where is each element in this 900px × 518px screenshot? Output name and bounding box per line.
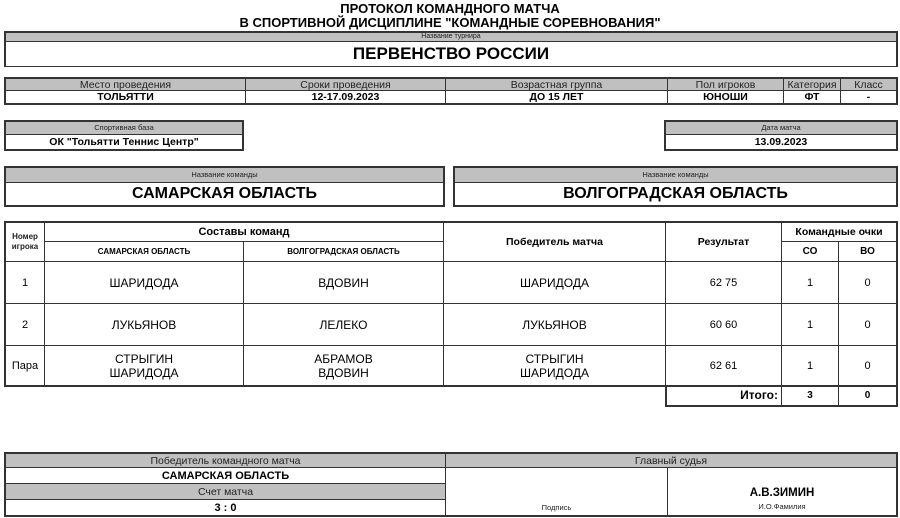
team1-player: ЛУКЬЯНОВ — [44, 304, 243, 345]
team2-player: ЛЕЛЕКО — [243, 304, 443, 345]
team2-label: Название команды — [455, 168, 896, 183]
venue-label: Спортивная база — [6, 122, 242, 135]
team2-name: ВОЛГОГРАДСКАЯ ОБЛАСТЬ — [455, 183, 896, 205]
match-date-box — [664, 120, 898, 151]
venue-value: ОК "Тольятти Теннис Центр" — [6, 135, 242, 149]
team2-pair — [243, 346, 443, 385]
team1-pair-player2: ШАРИДОДА — [109, 365, 179, 380]
points-team1-header: СО — [781, 242, 838, 261]
total-points-team2: 0 — [838, 385, 896, 405]
points-team2: 0 — [838, 262, 896, 303]
signature-field: Подпись — [445, 468, 667, 515]
tournament-label: Название турнира — [6, 33, 896, 42]
matches-table — [4, 221, 898, 407]
match-result: 62 75 — [665, 262, 781, 303]
pair-winner-player2: ШАРИДОДА — [520, 365, 589, 380]
venue-box — [4, 120, 244, 151]
points-team1: 1 — [781, 346, 838, 385]
row-number: 2 — [21, 318, 29, 331]
result-header: Результат — [665, 223, 781, 261]
dates-label: Сроки проведения — [245, 79, 445, 91]
age-group-label: Возрастная группа — [445, 79, 667, 91]
player-number-header-line2: игрока — [11, 242, 39, 251]
points-team1: 1 — [781, 304, 838, 345]
team1-box — [4, 166, 445, 207]
pair-winner — [443, 346, 665, 385]
points-team2-header: ВО — [838, 242, 896, 261]
judge-name-caption: И.О.Фамилия — [758, 502, 806, 511]
player-number-header-line1: Номер — [12, 232, 38, 241]
team1-pair — [44, 346, 243, 385]
team2-pair-player1: АБРАМОВ — [314, 351, 373, 366]
points-team2: 0 — [838, 304, 896, 345]
team2-box — [453, 166, 898, 207]
match-date-value: 13.09.2023 — [666, 135, 896, 149]
match-winner: ШАРИДОДА — [443, 262, 665, 303]
category-value: ФТ — [783, 91, 840, 103]
document-title-line2: В СПОРТИВНОЙ ДИСЦИПЛИНЕ "КОМАНДНЫЕ СОРЕВНОВАНИЯ" — [239, 15, 661, 30]
dates-value: 12-17.09.2023 — [245, 91, 445, 103]
team2-roster-header: ВОЛГОГРАДСКАЯ ОБЛАСТЬ — [243, 242, 443, 261]
gender-value: ЮНОШИ — [667, 91, 783, 103]
team1-label: Название команды — [6, 168, 443, 183]
winner-header: Победитель матча — [443, 223, 665, 261]
team1-pair-player1: СТРЫГИН — [114, 351, 173, 366]
document-title-line1: ПРОТОКОЛ КОМАНДНОГО МАТЧА — [340, 1, 560, 16]
team1-player: ШАРИДОДА — [44, 262, 243, 303]
match-date-label: Дата матча — [666, 122, 896, 135]
table-row — [6, 345, 896, 385]
place-value: ТОЛЬЯТТИ — [6, 91, 245, 103]
info-table — [4, 77, 898, 105]
gender-label: Пол игроков — [667, 79, 783, 91]
total-label: Итого: — [740, 388, 778, 402]
team2-player: ВДОВИН — [243, 262, 443, 303]
rosters-header: Составы команд — [44, 223, 443, 242]
row-number: 1 — [21, 276, 29, 289]
team-match-winner-label: Победитель командного матча — [6, 454, 445, 468]
match-winner: ЛУКЬЯНОВ — [443, 304, 665, 345]
total-row — [665, 385, 898, 407]
match-score-label: Счет матча — [6, 484, 445, 500]
judge-name-field — [667, 468, 896, 515]
judge-name: А.В.ЗИМИН — [749, 487, 815, 499]
table-row — [6, 261, 896, 303]
team1-roster-header: САМАРСКАЯ ОБЛАСТЬ — [44, 242, 243, 261]
pair-winner-player1: СТРЫГИН — [525, 351, 584, 366]
row-number: Пара — [11, 359, 39, 372]
player-number-header — [6, 223, 44, 261]
class-value: - — [840, 91, 896, 103]
match-result: 60 60 — [665, 304, 781, 345]
team1-name: САМАРСКАЯ ОБЛАСТЬ — [6, 183, 443, 205]
team-match-winner-value: САМАРСКАЯ ОБЛАСТЬ — [6, 468, 445, 484]
category-label: Категория — [783, 79, 840, 91]
tournament-name: ПЕРВЕНСТВО РОССИИ — [6, 42, 896, 66]
points-team1: 1 — [781, 262, 838, 303]
points-team2: 0 — [838, 346, 896, 385]
class-label: Класс — [840, 79, 896, 91]
team-points-header: Командные очки — [781, 223, 896, 242]
match-score-value: 3 : 0 — [6, 500, 445, 515]
tournament-box — [4, 31, 898, 67]
table-row — [6, 303, 896, 345]
footer-table — [4, 452, 898, 517]
team2-pair-player2: ВДОВИН — [318, 365, 369, 380]
chief-judge-label: Главный судья — [445, 454, 896, 468]
place-label: Место проведения — [6, 79, 245, 91]
total-points-team1: 3 — [781, 385, 838, 405]
match-result: 62 61 — [665, 346, 781, 385]
age-group-value: ДО 15 ЛЕТ — [445, 91, 667, 103]
